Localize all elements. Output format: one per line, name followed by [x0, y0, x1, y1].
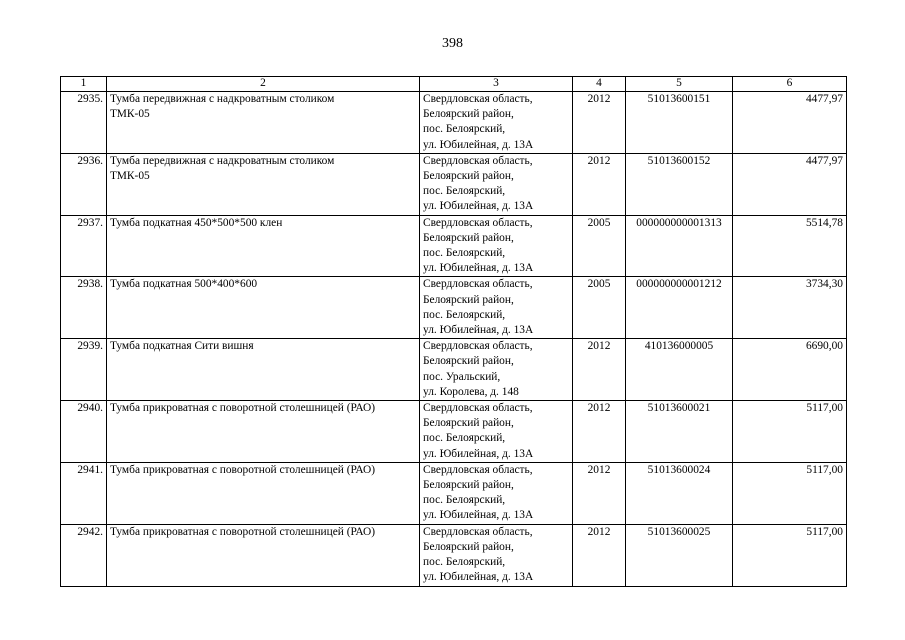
header-row	[61, 77, 847, 92]
item-address	[420, 277, 573, 339]
address-line: Белоярский район,	[423, 231, 514, 244]
address-line: Белоярский район,	[423, 293, 514, 306]
address-line: Белоярский район,	[423, 479, 514, 492]
column-header: 1	[61, 77, 107, 92]
row-number: 2937.	[61, 215, 107, 277]
item-name-line: Тумба передвижная с надкроватным столиком	[110, 93, 335, 105]
item-name-line: Тумба прикроватная с поворотной столешницей (РАО)	[110, 402, 376, 415]
address-line: Белоярский район,	[423, 417, 514, 430]
row-number: 2936.	[61, 153, 107, 215]
table-row	[61, 92, 847, 154]
row-number: 2940.	[61, 401, 107, 463]
inventory-number: 51013600152	[626, 153, 733, 215]
inventory-number: 000000000001313	[626, 215, 733, 277]
row-number: 2939.	[61, 339, 107, 401]
address-line: ул. Юбилейная, д. 13А	[423, 447, 534, 460]
item-address	[420, 524, 573, 586]
inventory-number: 51013600025	[626, 524, 733, 586]
address-line: Белоярский район,	[423, 108, 514, 121]
item-cost: 5117,00	[733, 462, 847, 524]
item-year: 2005	[573, 277, 626, 339]
item-name	[107, 462, 420, 524]
table-row	[61, 277, 847, 339]
address-line: Свердловская область,	[423, 525, 533, 538]
table-row	[61, 524, 847, 586]
address-line: Белоярский район,	[423, 170, 514, 183]
column-header: 3	[420, 77, 573, 92]
address-line: Свердловская область,	[423, 463, 533, 476]
inventory-number: 51013600021	[626, 401, 733, 463]
item-address	[420, 339, 573, 401]
row-number: 2942.	[61, 524, 107, 586]
column-header: 6	[733, 77, 847, 92]
item-address	[420, 401, 573, 463]
address-line: Белоярский район,	[423, 540, 514, 553]
item-name	[107, 401, 420, 463]
item-cost: 5514,78	[733, 215, 847, 277]
item-name	[107, 153, 420, 215]
item-cost: 4477,97	[733, 153, 847, 215]
address-line: пос. Белоярский,	[423, 432, 506, 445]
address-line: Свердловская область,	[423, 402, 533, 415]
item-name-line: Тумба прикроватная с поворотной столешницей (РАО)	[110, 463, 376, 476]
address-line: пос. Белоярский,	[423, 494, 506, 507]
column-header: 4	[573, 77, 626, 92]
table-header	[61, 77, 847, 92]
item-year: 2005	[573, 215, 626, 277]
column-header: 5	[626, 77, 733, 92]
item-name-line: Тумба подкатная 450*500*500 клен	[110, 216, 283, 229]
address-line: Свердловская область,	[423, 340, 533, 353]
item-name-line: Тумба подкатная 500*400*600	[110, 278, 258, 291]
row-number: 2941.	[61, 462, 107, 524]
item-cost: 4477,97	[733, 92, 847, 154]
address-line: ул. Юбилейная, д. 13А	[423, 324, 534, 337]
item-address	[420, 153, 573, 215]
page-number: 398	[442, 36, 463, 51]
column-header: 2	[107, 77, 420, 92]
address-line: Свердловская область,	[423, 154, 533, 167]
item-name-line: ТМК-05	[110, 108, 150, 121]
item-name	[107, 277, 420, 339]
item-address	[420, 462, 573, 524]
item-cost: 5117,00	[733, 401, 847, 463]
item-year: 2012	[573, 524, 626, 586]
item-name	[107, 339, 420, 401]
inventory-number: 410136000005	[626, 339, 733, 401]
item-cost: 5117,00	[733, 524, 847, 586]
item-year: 2012	[573, 462, 626, 524]
item-name	[107, 215, 420, 277]
address-line: Свердловская область,	[423, 216, 533, 229]
address-line: пос. Белоярский,	[423, 247, 506, 260]
item-name	[107, 92, 420, 154]
item-name	[107, 524, 420, 586]
table-row	[61, 153, 847, 215]
table-row	[61, 339, 847, 401]
address-line: ул. Юбилейная, д. 13А	[423, 200, 534, 213]
item-cost: 6690,00	[733, 339, 847, 401]
inventory-number: 51013600024	[626, 462, 733, 524]
address-line: ул. Юбилейная, д. 13А	[423, 571, 534, 584]
address-line: ул. Юбилейная, д. 13А	[423, 262, 534, 275]
item-year: 2012	[573, 401, 626, 463]
address-line: пос. Белоярский,	[423, 185, 506, 198]
address-line: ул. Королева, д. 148	[423, 385, 519, 398]
address-line: ул. Юбилейная, д. 13А	[423, 509, 534, 522]
item-address	[420, 215, 573, 277]
address-line: пос. Белоярский,	[423, 123, 506, 136]
row-number: 2938.	[61, 277, 107, 339]
item-name-line: Тумба прикроватная с поворотной столешницей (РАО)	[110, 525, 376, 538]
table-row	[61, 215, 847, 277]
inventory-number: 000000000001212	[626, 277, 733, 339]
item-year: 2012	[573, 92, 626, 154]
item-name-line: ТМК-05	[110, 170, 150, 183]
address-line: Свердловская область,	[423, 278, 533, 291]
address-line: пос. Белоярский,	[423, 308, 506, 321]
address-line: пос. Белоярский,	[423, 556, 506, 569]
row-number: 2935.	[61, 92, 107, 154]
inventory-number: 51013600151	[626, 92, 733, 154]
item-year: 2012	[573, 339, 626, 401]
table-body	[61, 92, 847, 587]
address-line: ул. Юбилейная, д. 13А	[423, 138, 534, 151]
item-year: 2012	[573, 153, 626, 215]
item-cost: 3734,30	[733, 277, 847, 339]
item-address	[420, 92, 573, 154]
address-line: пос. Уральский,	[423, 370, 501, 383]
table-row	[61, 462, 847, 524]
table-row	[61, 401, 847, 463]
item-name-line: Тумба подкатная Сити вишня	[110, 340, 254, 353]
address-line: Свердловская область,	[423, 93, 533, 105]
property-table	[60, 76, 847, 587]
item-name-line: Тумба передвижная с надкроватным столиком	[110, 154, 335, 167]
address-line: Белоярский район,	[423, 355, 514, 368]
